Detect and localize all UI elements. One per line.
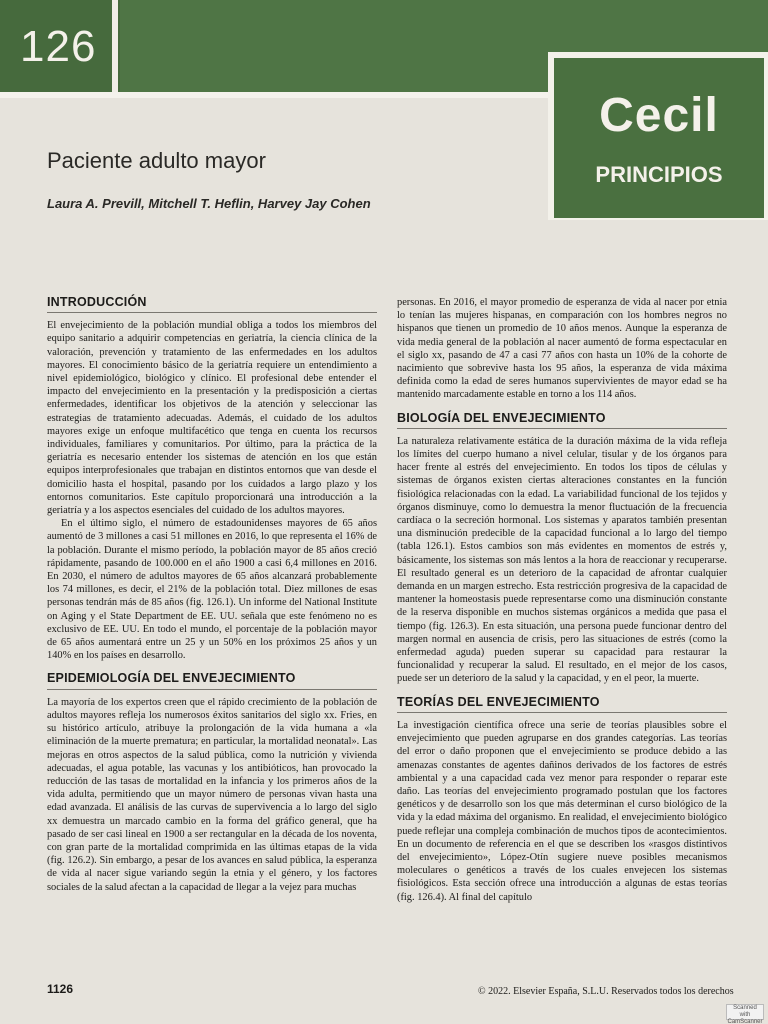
left-column bbox=[47, 296, 377, 894]
paragraph: La mayoría de los expertos creen que el rápido crecimiento de la población de adultos mayores refleja los numerosos éxitos sanitarios del siglo xx. Fries, en su histórico artículo, atribuye la prolongación de la vida humana a «la eliminación de la muerte prematura; en particular, la mortalidad neonatal». Las mejoras en otros aspectos de la salud pública, como la nutrición y vivienda adecuadas, el agua potable, las vacunas y los antibióticos, han provocado la reducción de las tasas de mortalidad en la infancia y los primeros años de la vida adulta, permitiendo que un mayor número de personas vivan hasta una edad avanzada. El análisis de las curvas de supervivencia a lo largo del siglo xx demuestra un marcado cambio en la forma del gráfico general, que ha pasado de ser casi lineal en 1900 a ser rectangular en la década de los noventa, con gran parte de la mortalidad comprimida en las últimas etapas de la vida (fig. 126.2). Sin embargo, a pesar de los avances en salud pública, la esperanza de vida al nacer sigue variando según la etnia y el género, y los factores sociales de la salud afectan a la capacidad de llegar a la vejez para muchas bbox=[47, 696, 377, 893]
scanner-watermark: Scanned with CamScanner bbox=[727, 1005, 763, 1024]
brand-logo-box bbox=[554, 58, 764, 218]
page-number: 1126 bbox=[47, 982, 74, 996]
brand-name: Cecil bbox=[599, 89, 719, 142]
copyright: © 2022. Elsevier España, S.L.U. Reservados todos los derechos bbox=[478, 986, 734, 997]
paragraph: La naturaleza relativamente estática de la duración máxima de la vida refleja los límites del cuerpo humano a nivel celular, tisular y de los órganos para hacer frente al estrés del envejecimiento. En todos los tipos de células y sistemas de órganos existen ciertas alteraciones constantes en la función fisiológica relacionadas con la edad. La variabilidad funcional de los tejidos y órganos disminuye, como lo demuestra la menor fluctuación de la frecuencia cardíaca o la secreción hormonal. Los sistemas y aparatos también presentan una disminución predecible de la capacidad funcional a lo largo del tiempo (tabla 126.1). Estos cambios son más evidentes en momentos de estrés y, básicamente, los sistemas son más lentos a la hora de reaccionar y recuperarse. El resultado general es un deterioro de la capacidad de afrontar cualquier demanda en un margen estrecho. Esta restricción progresiva de la capacidad de mantener la homeostasis puede representarse como una disminución constante de la reserva disponible en muchos sistemas orgánicos a medida que pasa el tiempo (fig. 126.3). En esta situación, una persona puede funcionar dentro del margen normal en ausencia de crisis, pero las situaciones de estrés (como la enfermedad aguda) pueden superar su capacidad para restaurar la funcionalidad y recuperar la salud. El resultado, en el mejor de los casos, puede ser un deterioro de la salud y la capacidad, y en el peor, la muerte. bbox=[397, 435, 727, 685]
section-heading-epidemiologia: EPIDEMIOLOGÍA DEL ENVEJECIMIENTO bbox=[47, 672, 377, 689]
paragraph: personas. En 2016, el mayor promedio de esperanza de vida al nacer por etnia lo tenían las mujeres hispanas, en comparación con los hombres negros no hispanos que tienen un promedio de 10 años menos. Aunque la esperanza de vida media general de la población al nacer aumentó de forma espectacular en el siglo xx, pasando de 47 a casi 77 años con hasta un 10% de la cohorte de nacimiento que sobrevive hasta los 95 años, la esperanza de vida máxima definida como la edad de seres humanos supervivientes de mayor edad se ha mantenido marcadamente estable en torno a los 114 años. bbox=[397, 297, 727, 401]
paragraph: La investigación científica ofrece una serie de teorías plausibles sobre el envejecimiento que pueden agruparse en dos grandes categorías. Las teorías del error o daño proponen que el envejecimiento se produce debido a las amenazas constantes de agentes dañinos derivados de los factores de estrés ambiental y a una capacidad cada vez menor para responder o reparar este daño. Las teorías del envejecimiento programado postulan que los factores genéticos y de desarrollo son los que más determinan el curso biológico de la vida y la edad máxima del organismo. En realidad, el envejecimiento biológico puede reflejar una compleja combinación de muchos tipos de acontecimientos. En un documento de referencia en el que se describen los «rasgos distintivos del envejecimiento», López-Otín sugiere nueve posibles mecanismos moleculares o genéticos a través de los cuales envejecen los sistemas fisiológicos. Esta sección ofrece una introducción a algunas de estas teorías (fig. 126.4). Al final del capítulo bbox=[397, 719, 727, 903]
header-rule bbox=[0, 92, 548, 98]
chapter-authors: Laura A. Previll, Mitchell T. Heflin, Harvey Jay Cohen bbox=[47, 196, 371, 211]
chapter-number: 126 bbox=[20, 22, 97, 71]
paragraph: En el último siglo, el número de estadounidenses mayores de 65 años aumentó de 3 millones a casi 51 millones en 2016, lo que representa el 16% de la población. Durante el mismo período, la población mayor de 85 años creció rápidamente, pasando de 100.000 en el año 1900 a casi 6,4 millones en 2016. En 2030, el número de adultos mayores de 65 años alcanzará probablemente los 74 millones, es decir, el 21% de la población total. Diez millones de esas personas tendrán más de 85 años (fig. 126.1). Un informe del National Institute on Aging y el State Department de EE. UU. señala que este fenómeno no es exclusivo de EE. UU. En todo el mundo, el porcentaje de la población mayor de 65 años aumentará entre un 25 y un 50% en los próximos 25 años y un 140% en los países en desarrollo. bbox=[47, 518, 377, 662]
header-separator bbox=[112, 0, 118, 92]
section-heading-biologia: BIOLOGÍA DEL ENVEJECIMIENTO bbox=[397, 412, 727, 429]
section-heading-teorias: TEORÍAS DEL ENVEJECIMIENTO bbox=[397, 696, 727, 713]
chapter-title: Paciente adulto mayor bbox=[47, 148, 266, 173]
brand-subtitle: PRINCIPIOS bbox=[595, 162, 723, 187]
paragraph: El envejecimiento de la población mundial obliga a todos los miembros del equipo sanitario a adquirir competencias en geriatría, la ciencia clínica de la valoración, prevención y tratamiento de las enfermedades en los adultos mayores. El conocimiento básico de la geriatría requiere un entendimiento a nivel epidemiológico, biológico y clínico. El profesional debe entender el impacto del envejecimiento en la presentación y la predisposición a ciertas enfermedades, identificar los objetivos de la atención y seleccionar las estrategias de tratamiento adecuadas. Además, el cuidado de los adultos mayores exige un enfoque multifacético que tenga en cuenta los recursos individuales, familiares y comunitarios. Por último, para la práctica de la geriatría es necesario entender los sistemas de atención en los que están equipos interprofesionales que trabajan en distintos entornos que van desde el domicilio hasta el hospital, pasando por los cuidados a largo plazo y los entornos comunitarios. Este capítulo proporcionará una introducción a la geriatría y a los aspectos esenciales del cuidado de los adultos mayores. bbox=[47, 320, 377, 517]
brand-logo bbox=[548, 52, 768, 220]
section-heading-introduccion: INTRODUCCIÓN bbox=[47, 296, 377, 313]
right-column bbox=[397, 296, 727, 904]
